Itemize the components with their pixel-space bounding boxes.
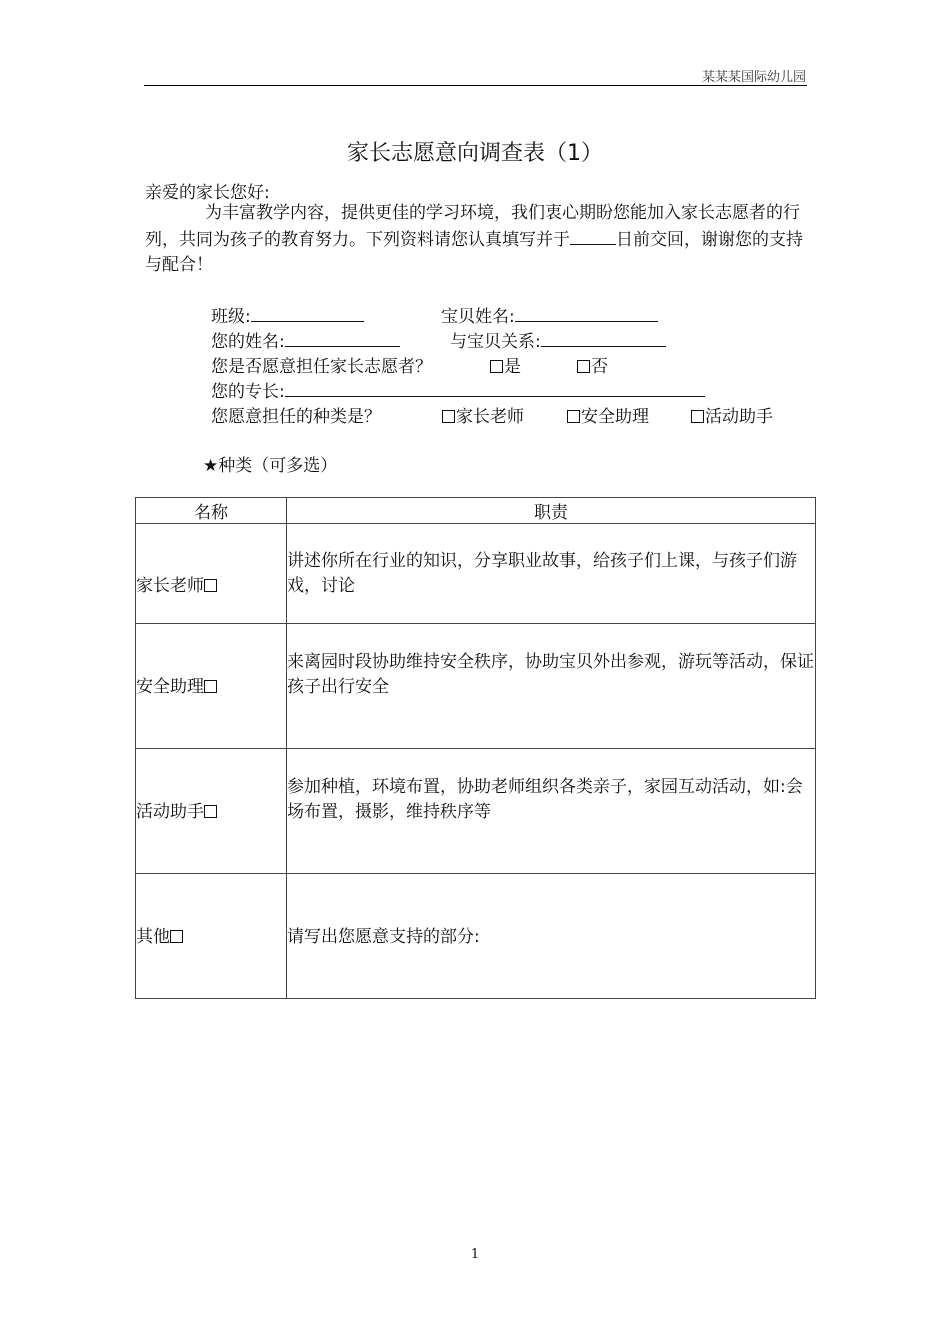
baby-name-field-row xyxy=(441,302,658,327)
willing-question-row xyxy=(211,352,432,377)
no-option[interactable] xyxy=(577,352,608,377)
greeting: 亲爱的家长您好: xyxy=(145,183,270,203)
no-checkbox[interactable] xyxy=(577,360,590,373)
role-name: 家长老师 xyxy=(136,576,204,596)
role-desc[interactable]: 请写出您愿意支持的部分: xyxy=(287,927,480,947)
role-label-activity-helper: 活动助手 xyxy=(705,407,773,427)
intro-paragraph xyxy=(145,201,813,278)
role-desc-cell xyxy=(287,624,816,749)
yes-checkbox[interactable] xyxy=(490,360,503,373)
willing-question: 您是否愿意担任家长志愿者？ xyxy=(211,357,432,377)
relation-field[interactable] xyxy=(541,328,666,347)
class-label: 班级: xyxy=(211,307,251,327)
role-checkbox[interactable] xyxy=(170,930,183,943)
table-header-row xyxy=(136,498,816,524)
table-row xyxy=(136,624,816,749)
relation-label: 与宝贝关系: xyxy=(450,332,541,352)
role-name-cell xyxy=(136,524,287,624)
role-option-safety-assistant[interactable] xyxy=(567,402,649,427)
role-name: 活动助手 xyxy=(136,802,204,822)
role-desc-cell xyxy=(287,874,816,999)
role-checkbox-parent-teacher[interactable] xyxy=(442,410,455,423)
role-checkbox-safety-assistant[interactable] xyxy=(567,410,580,423)
page-number: 1 xyxy=(470,1247,480,1262)
yes-label: 是 xyxy=(504,357,521,377)
role-desc: 来离园时段协助维持安全秩序，协助宝贝外出参观，游玩等活动，保证孩子出行安全 xyxy=(287,652,814,697)
class-field[interactable] xyxy=(251,303,364,322)
role-name: 安全助理 xyxy=(136,677,204,697)
table-row xyxy=(136,749,816,874)
role-label-safety-assistant: 安全助理 xyxy=(581,407,649,427)
role-desc: 参加种植，环境布置，协助老师组织各类亲子，家园互动活动，如:会场布置，摄影，维持秩序等 xyxy=(287,777,803,822)
class-field-row xyxy=(211,302,364,327)
yes-option[interactable] xyxy=(490,352,521,377)
categories-note: ★种类（可多选） xyxy=(203,456,338,476)
no-label: 否 xyxy=(591,357,608,377)
table-row xyxy=(136,524,816,624)
table-row xyxy=(136,874,816,999)
specialty-field[interactable] xyxy=(285,378,705,397)
your-name-field-row xyxy=(211,327,400,352)
return-date-blank[interactable] xyxy=(570,226,616,245)
role-name-cell xyxy=(136,624,287,749)
role-checkbox[interactable] xyxy=(204,805,217,818)
header-rule xyxy=(144,85,807,86)
your-name-field[interactable] xyxy=(285,328,400,347)
role-option-activity-helper[interactable] xyxy=(691,402,773,427)
table-header-name: 名称 xyxy=(136,498,287,524)
duties-table xyxy=(135,497,816,999)
intro-text-part1: 为丰富教学内容，提供更佳的学习环境，我们衷心期盼您能加入家长志愿者的行列，共同为孩子的教育努力。下列资料请您认真填写并于 xyxy=(145,203,800,250)
table-header-duty: 职责 xyxy=(287,498,816,524)
header-org-name: 某某某国际幼儿园 xyxy=(701,70,806,85)
role-question: 您愿意担任的种类是？ xyxy=(211,407,381,427)
role-checkbox-activity-helper[interactable] xyxy=(691,410,704,423)
role-name-cell xyxy=(136,874,287,999)
role-desc-cell xyxy=(287,524,816,624)
document-title: 家长志愿意向调查表（1） xyxy=(347,141,603,166)
role-option-parent-teacher[interactable] xyxy=(442,402,524,427)
specialty-field-row xyxy=(211,377,705,402)
role-desc: 讲述你所在行业的知识，分享职业故事，给孩子们上课，与孩子们游戏，讨论 xyxy=(287,551,797,596)
specialty-label: 您的专长: xyxy=(211,382,285,402)
role-name-cell xyxy=(136,749,287,874)
role-desc-cell xyxy=(287,749,816,874)
role-question-row xyxy=(211,402,381,427)
relation-field-row xyxy=(450,327,666,352)
role-label-parent-teacher: 家长老师 xyxy=(456,407,524,427)
role-checkbox[interactable] xyxy=(204,579,217,592)
your-name-label: 您的姓名: xyxy=(211,332,285,352)
baby-name-field[interactable] xyxy=(515,303,658,322)
baby-name-label: 宝贝姓名: xyxy=(441,307,515,327)
role-checkbox[interactable] xyxy=(204,680,217,693)
role-name: 其他 xyxy=(136,927,170,947)
intro-text-part2: 日前交回，谢谢您的支持与配合！ xyxy=(145,230,803,275)
